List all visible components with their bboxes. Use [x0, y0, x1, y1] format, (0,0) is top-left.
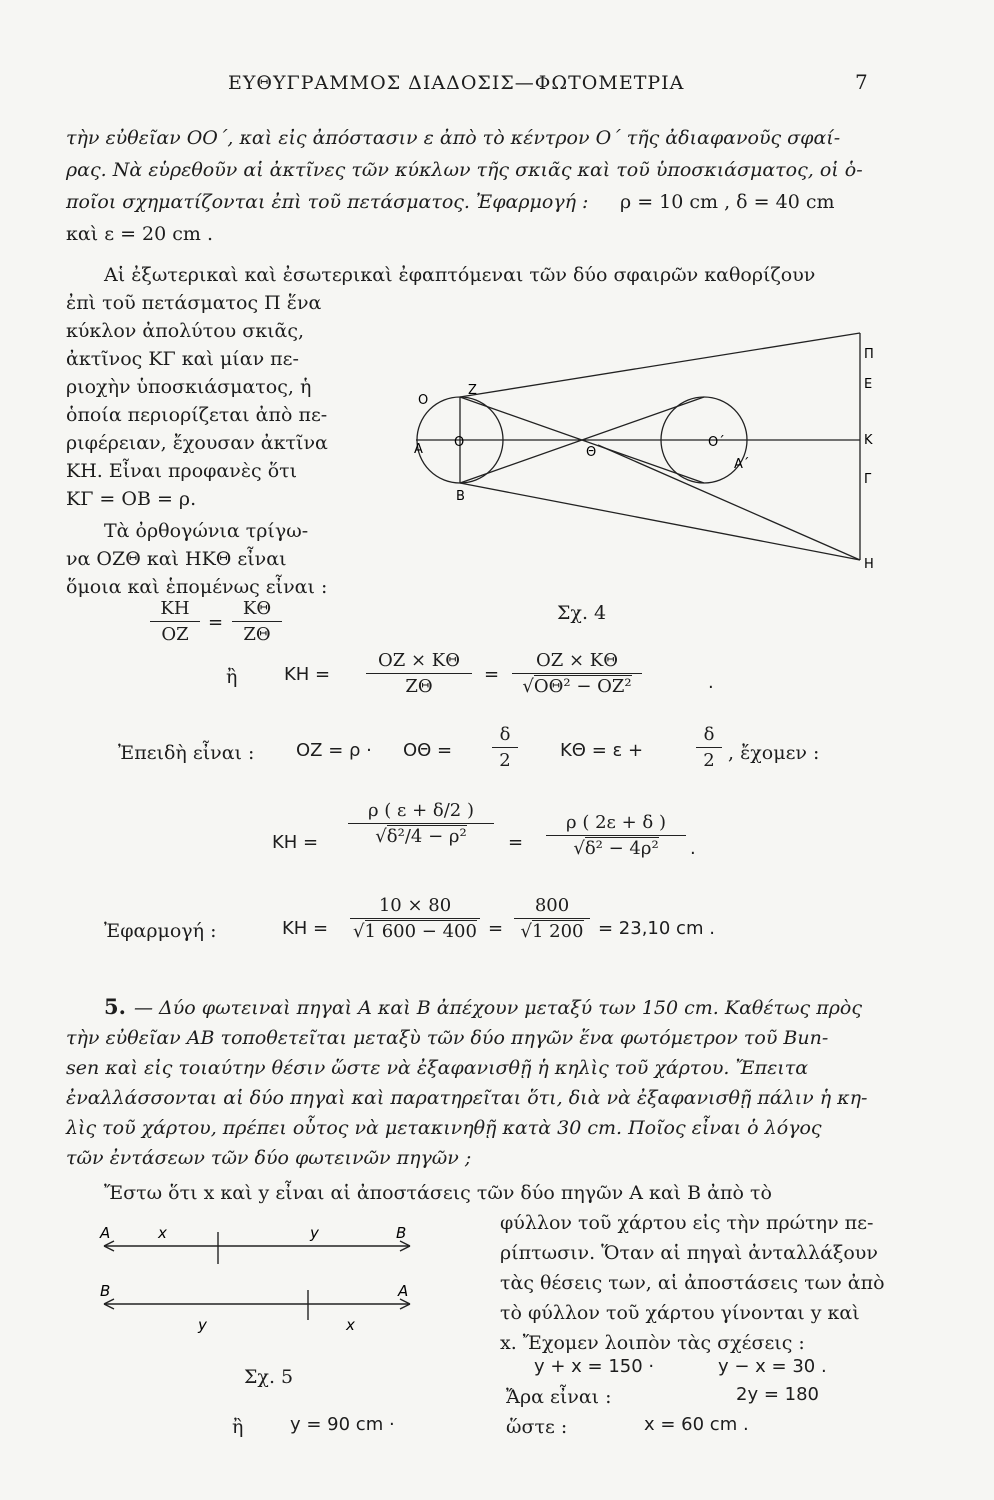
ratio-left-fraction: ΚΗ ΟΖ — [150, 598, 200, 645]
solution4-line: Τὰ ὀρθογώνια τρίγω- — [104, 520, 309, 542]
label-o-prime: Ο΄ — [708, 435, 725, 450]
app-fraction-1: 10 × 80 √1 600 − 400 — [350, 895, 480, 942]
solution4-line: να ΟΖΘ καὶ ΗΚΘ εἶναι — [66, 548, 287, 570]
problem4-epsilon: καὶ ε = 20 cm . — [66, 223, 213, 245]
ratio-right-fraction: ΚΘ ΖΘ — [232, 598, 282, 645]
solution5-first-line: Ἔστω ὅτι x καὶ y εἶναι αἱ ἀποστάσεις τῶν δύο πηγῶν Α καὶ Β ἀπὸ τὸ — [104, 1182, 772, 1204]
ara-label: Ἄρα εἶναι : — [506, 1386, 612, 1408]
label-a: Α — [414, 442, 423, 457]
problem5-line: τῶν ἐντάσεων τῶν δύο φωτεινῶν πηγῶν ; — [66, 1147, 472, 1169]
problem4-line-1: τὴν εὐθεῖαν ΟΟ΄, καὶ εἰς ἀπόστασιν ε ἀπὸ τὸ κέντρον Ο΄ τῆς ἀδιαφανοῦς σφαί- — [66, 127, 841, 149]
kh-fraction-2: ρ ( 2ε + δ ) √δ² − 4ρ² — [546, 812, 686, 859]
figure-5-diagram — [90, 1218, 430, 1354]
delta-half-2: δ 2 — [696, 724, 722, 771]
ot-equals: ΟΘ = — [403, 740, 453, 761]
eta-connector: ἢ — [232, 1416, 244, 1438]
figure-4-caption: Σχ. 4 — [557, 602, 607, 624]
label-k: Κ — [864, 433, 873, 448]
fig5-bottom-left: B — [100, 1282, 111, 1300]
page-number: 7 — [855, 70, 868, 94]
kh-fraction-1: ρ ( ε + δ/2 ) √δ²/4 − ρ² — [348, 800, 494, 847]
kt-equals: ΚΘ = ε + — [560, 740, 644, 761]
solution4-line: ριφέρειαν, ἔχουσαν ἀκτῖνα — [66, 432, 328, 454]
problem5-line: — Δύο φωτειναὶ πηγαὶ Α καὶ Β ἀπέχουν μεταξύ των 150 cm. Καθέτως πρὸς — [134, 997, 862, 1019]
solution4-line: ἀκτῖνος ΚΓ καὶ μίαν πε- — [66, 348, 299, 370]
two-y-equation: 2y = 180 — [736, 1384, 819, 1405]
solution5-line: τὸ φύλλον τοῦ χάρτου γίνονται y καὶ — [500, 1302, 860, 1324]
eq1-fraction-1: ΟΖ × ΚΘ ΖΘ — [366, 650, 472, 697]
eq1-eta: ἢ — [226, 666, 238, 688]
problem4-line-3: ποῖοι σχηματίζονται ἐπὶ τοῦ πετάσματος. Ἐφαρμογή : — [66, 191, 589, 213]
equals-sign: = — [488, 918, 504, 939]
solution4-line: ὅμοια καὶ ἑπομένως εἶναι : — [66, 576, 328, 598]
problem5-line: ἐναλλάσσονται αἱ δύο πηγαὶ καὶ παρατηρεῖται ὅτι, διὰ νὰ ἐξαφανισθῇ πάλιν ἡ κη- — [66, 1087, 868, 1109]
solution4-line: ΚΗ. Εἶναι προφανὲς ὅτι — [66, 460, 298, 482]
relation-1: y + x = 150 · — [534, 1356, 655, 1377]
kh-equals: ΚΗ = — [272, 832, 319, 853]
since-label: Ἐπειδὴ εἶναι : — [118, 742, 255, 764]
solution4-line: ἐπὶ τοῦ πετάσματος Π ἕνα — [66, 292, 322, 314]
x-result: x = 60 cm . — [644, 1414, 749, 1435]
fig5-top-y: y — [310, 1224, 319, 1242]
app-kh-equals: ΚΗ = — [282, 918, 329, 939]
have-label: , ἔχομεν : — [728, 742, 820, 764]
solution5-line: τὰς θέσεις των, αἱ ἀποστάσεις των ἀπὸ — [500, 1272, 885, 1294]
label-e: Ε — [864, 377, 873, 392]
figure-4-diagram — [408, 328, 883, 578]
label-z: Ζ — [468, 383, 477, 398]
app-fraction-2: 800 √1 200 — [514, 895, 590, 942]
app-result: = 23,10 cm . — [598, 918, 715, 939]
problem5-number: 5. — [104, 994, 126, 1019]
oste-label: ὥστε : — [506, 1416, 568, 1438]
solution5-line: x. Ἔχομεν λοιπὸν τὰς σχέσεις : — [500, 1332, 805, 1354]
fig5-bottom-x: x — [346, 1316, 355, 1334]
running-header: ΕΥΘΥΓΡΑΜΜΟΣ ΔΙΑΔΟΣΙΣ—ΦΩΤΟΜΕΤΡΙΑ — [228, 72, 685, 94]
label-pi: Π — [864, 347, 874, 362]
problem4-values: ρ = 10 cm , δ = 40 cm — [620, 191, 835, 213]
solution4-line: ριοχὴν ὑποσκιάσματος, ἡ — [66, 376, 312, 398]
outer-tangent-top — [460, 333, 860, 397]
period: . — [708, 672, 714, 693]
label-theta: Θ — [586, 445, 597, 460]
problem5-line: λὶς τοῦ χάρτου, πρέπει οὗτος νὰ μετακινηθῇ κατὰ 30 cm. Ποῖος εἶναι ὁ λόγος — [66, 1117, 822, 1139]
label-a-prime: Α΄ — [734, 457, 750, 472]
application-label: Ἐφαρμογή : — [104, 920, 217, 942]
solution4-line: ΚΓ = ΟΒ = ρ. — [66, 488, 197, 510]
solution4-line: κύκλον ἀπολύτου σκιᾶς, — [66, 320, 305, 342]
label-g: Γ — [864, 472, 872, 487]
delta-half-1: δ 2 — [492, 724, 518, 771]
label-o: Ο — [454, 435, 465, 450]
solution5-line: ρίπτωσιν. Ὅταν αἱ πηγαὶ ἀνταλλάξουν — [500, 1242, 878, 1264]
problem4-line-2: ρας. Νὰ εὑρεθοῦν αἱ ἀκτῖνες τῶν κύκλων τῆς σκιᾶς καὶ τοῦ ὑποσκιάσματος, οἱ ὁ- — [66, 159, 863, 181]
label-o-top: Ο — [418, 393, 429, 408]
eq1-lhs: ΚΗ = — [284, 664, 331, 685]
solution4-line: ὁποία περιορίζεται ἀπὸ πε- — [66, 404, 328, 426]
equals-sign: = — [208, 612, 224, 633]
fig5-bottom-y: y — [198, 1316, 207, 1334]
period: . — [690, 838, 696, 859]
fig5-bottom-right: A — [398, 1282, 409, 1300]
oz-equals-rho: ΟΖ = ρ · — [296, 740, 372, 761]
label-b: Β — [456, 489, 465, 504]
solution5-line: φύλλον τοῦ χάρτου εἰς τὴν πρώτην πε- — [500, 1212, 874, 1234]
solution4-first-line: Αἱ ἐξωτερικαὶ καὶ ἐσωτερικαὶ ἐφαπτόμεναι τῶν δύο σφαιρῶν καθορίζουν — [104, 264, 816, 286]
equals-sign: = — [508, 832, 524, 853]
fig5-top-left: A — [100, 1224, 111, 1242]
y-result: y = 90 cm · — [290, 1414, 395, 1435]
label-h: Η — [864, 557, 874, 572]
fig5-top-x: x — [158, 1224, 167, 1242]
eq1-fraction-2: ΟΖ × ΚΘ √ΟΘ² − ΟΖ² — [512, 650, 642, 697]
penumbra-ray — [598, 445, 860, 560]
relation-2: y − x = 30 . — [718, 1356, 827, 1377]
outer-tangent-bottom — [460, 483, 860, 560]
equals-sign: = — [484, 664, 500, 685]
problem5-line: τὴν εὐθεῖαν ΑΒ τοποθετεῖται μεταξὺ τῶν δύο πηγῶν ἕνα φωτόμετρον τοῦ Bun- — [66, 1027, 829, 1049]
figure-5-caption: Σχ. 5 — [244, 1366, 294, 1388]
problem5-line: sen καὶ εἰς τοιαύτην θέσιν ὥστε νὰ ἐξαφανισθῇ ἡ κηλὶς τοῦ χάρτου. Ἔπειτα — [66, 1057, 809, 1079]
fig5-top-right: B — [396, 1224, 407, 1242]
